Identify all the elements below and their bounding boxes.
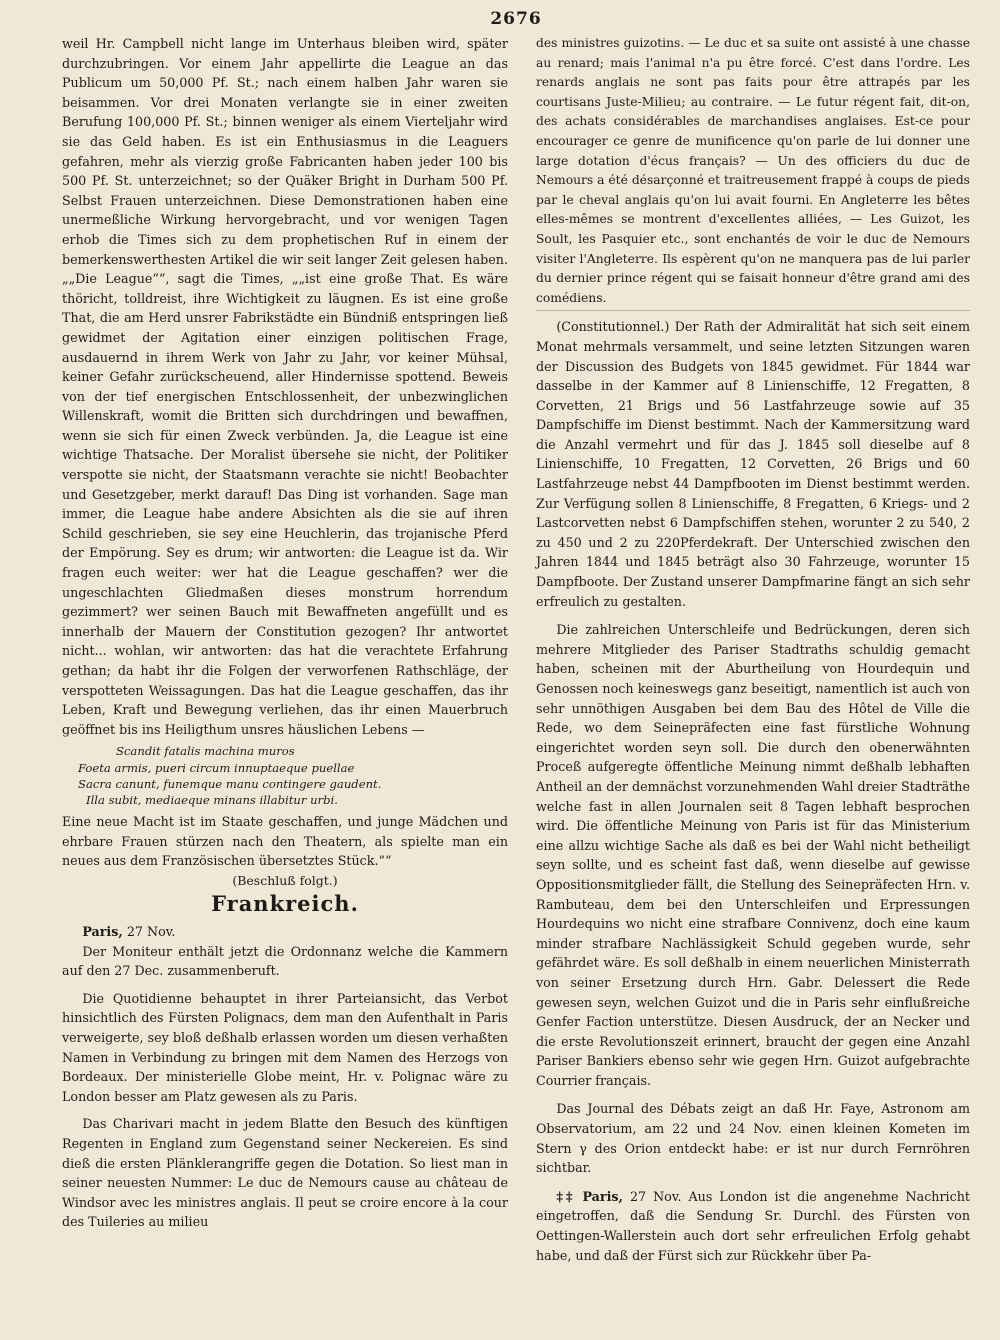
french-quote-paragraph: des ministres guizotins. — Le duc et sa suite ont assisté à une chasse au renard; mais l'animal n'a pu être forcé. C'est dans l'ordre. Les renards anglais ne sont pas faits pour être attrapés par les courtisans Juste-Milieu; au contraire. — Le futur régent fait, dit-on, des achats considérables de marchandises anglaises. Est-ce pour encourager ce genre de munificence qu'on parle de lui donner une large dotation d'écus français? — Un des officiers du duc de Nemours a été désarçonné et traitreusement frappé à coups de pieds par le cheval anglais qu'on lui avait fourni. En Angleterre les bêtes elles-mêmes se montrent d'excellentes alliées, — Les Guizot, les Soult, les Pasquier etc., sont enchantés de voir le duc de Nemours visiter l'Angleterre. Ils espèrent qu'on ne manquera pas de lui parler du dernier prince régent qui se faisait honneur d'être grand ami des comédiens. — [536, 36, 970, 305]
dateline-place: Paris, — [82, 923, 123, 939]
verse-line: Foeta armis, pueri circum innuptaeque puellae — [78, 760, 355, 775]
debats-paragraph: Das Journal des Débats zeigt an daß Hr. Faye, Astronom am Observatorium, am 22 und 24 Nov. einen kleinen Kometen im Stern γ des Orion entdeckt habe: er ist nur durch Fernröhren sichtbar. — [536, 1101, 970, 1176]
latin-verse — [62, 743, 508, 808]
constitutionnel-paragraph: (Constitutionnel.) Der Rath der Admiralität hat sich seit einem Monat mehrmals versammelt, und seine letzten Sitzungen waren der Discussion des Budgets von 1845 gewidmet. Für 1844 war dasselbe in der Kammer auf 8 Linienschiffe, 12 Fregatten, 8 Corvetten, 21 Brigs und 56 Lastfahrzeuge sowie auf 35 Dampfschiffe im Dienst bestimmt. Nach der Kammersitzung ward die Anzahl vermehrt und für das J. 1845 soll dieselbe auf 8 Linienschiffe, 10 Fregatten, 12 Corvetten, 26 Brigs und 60 Lastfahrzeuge nebst 44 Dampfbooten im Dienst bestimmt werden. Zur Verfügung sollen 8 Linienschiffe, 8 Fregatten, 6 Kriegs- und 2 Lastcorvetten nebst 6 Dampfschiffen stehen, worunter 2 zu 540, 2 zu 450 und 2 zu 220Pferdekraft. Der Unterschied zwischen den Jahren 1844 und 1845 beträgt also 30 Fahrzeuge, worunter 15 Dampfboote. Der Zustand unserer Dampfmarine fängt an sich sehr erfreulich zu gestalten. — [536, 319, 970, 609]
verse-line: Sacra canunt, funemque manu contingere gaudent. — [78, 776, 382, 791]
quotidienne-paragraph: Die Quotidienne behauptet in ihrer Parteiansicht, das Verbot hinsichtlich des Fürsten Polignacs, dem man den Aufenthalt in Paris verweigerte, sey bloß deßhalb erlassen worden um diesen verhaßten Namen in Verbindung zu bringen mit dem Namen des Herzogs von Bordeaux. Der ministerielle Globe meint, Hr. v. Polignac wäre zu London besser am Platz gewesen als zu Paris. — [62, 990, 508, 1104]
page-number: 2676 — [490, 9, 542, 29]
dateline-date: 27 Nov. — [122, 923, 176, 939]
paris-dateline-paragraph — [62, 922, 508, 942]
divider — [536, 310, 970, 311]
left-column — [62, 34, 508, 1265]
verse-line: Illa subit, mediaeque minans illabitur urbi. — [86, 792, 338, 807]
right-column — [536, 34, 970, 1265]
stadtrath-paragraph: Die zahlreichen Unterschleife und Bedrückungen, deren sich mehrere Mitglieder des Pariser Stadtraths schuldig gemacht haben, scheinen mit der Aburtheilung von Hourdequin und Genossen noch keineswegs ganz beseitigt, namentlich ist auch von sehr unnöthigen Ausgaben bei dem Bau des Hôtel de Ville die Rede, wo dem Seinepräfecten eine fast fürstliche Wohnung eingerichtet worden seyn soll. Die durch den obenerwähnten Proceß aufgeregte öffentliche Meinung nimmt deßhalb lebhaften Antheil an der demnächst vorzunehmenden Wahl dreier Stadträthe welche fast in allen Journalen seit 8 Tagen lebhaft besprochen wird. Die öffentliche Meinung von Paris ist für das Ministerium eine allzu wichtige Sache als daß es bei der Wahl nicht betheiligt seyn sollte, und es scheint fast daß, wenn dieselbe auf gewisse Oppositionsmitglieder fällt, die Stellung des Seinepräfecten Hrn. v. Rambuteau, dem bei den Unterschleifen und Erpressungen Hourdequins wo nicht eine strafbare Connivenz, doch eine kaum minder strafbare Nachlässigkeit Schuld gegeben wurde, sehr gefährdet wäre. Es soll deßhalb in einem neuerlichen Ministerrath von seiner Ersetzung durch Hrn. Gabr. Delessert die Rede gewesen seyn, welchen Guizot und die in Paris sehr einflußreiche Genfer Faction unterstütze. Diesen Ausdruck, der an Necker und die erste Revolutionszeit erinnert, braucht der gegen eine Anzahl Pariser Bankiers ebenso sehr wie gegen Hrn. Guizot aufgebrachte Courrier français. — [536, 622, 970, 1088]
dateline-place: Paris, — [582, 1188, 623, 1204]
charivari-paragraph: Das Charivari macht in jedem Blatte den Besuch des künftigen Regenten in England zum Gegenstand seiner Neckereien. Es sind dieß die ersten Plänklerangriffe gegen die Dotation. So liest man in seiner neuesten Nummer: Le duc de Nemours cause au château de Windsor avec les ministres anglais. Il peut se croire encore à la cour des Tuileries au milieu — [62, 1116, 508, 1230]
paris-oettingen-paragraph — [536, 1187, 970, 1265]
dagger-mark: ‡‡ — [556, 1188, 576, 1204]
continued-note: (Beschluß folgt.) — [232, 872, 338, 888]
oettingen-text: 27 Nov. Aus London ist die angenehme Nachricht eingetroffen, daß die Sendung Sr. Durchl. des Fürsten von Oettingen-Wallerstein auch dort sehr erfreulichen Erfolg gehabt habe, und daß der Fürst sich zur Rückkehr über Pa- — [536, 1188, 970, 1263]
league-article-text: weil Hr. Campbell nicht lange im Unterhaus bleiben wird, später durchzubringen. Vor einem Jahr appellirte die League an das Publicum um 50,000 Pf. St.; nach einem halben Jahr waren sie beisammen. Vor drei Monaten verlangte sie in einer zweiten Berufung 100,000 Pf. St.; binnen weniger als einem Vierteljahr wird sie das Geld haben. Es ist ein Enthusiasmus in die Leaguers gefahren, mehr als vierzig große Fabricanten haben jeder 100 bis 500 Pf. St. unterzeichnet; so der Quäker Bright in Durham 500 Pf. Selbst Frauen unterzeichnen. Diese Demonstrationen haben eine unermeßliche Wirkung hervorgebracht, und vor wenigen Tagen erhob die Times sich zu dem prophetischen Ruf in einem der bemerkenswerthesten Artikel die wir seit langer Zeit gelesen haben. „„Die League““, sagt die Times, „„ist eine große That. Es wäre thöricht, tolldreist, ihre Wichtigkeit zu läugnen. Es ist eine große That, die am Herd unsrer Fabrikstädte ein Bündniß entspringen ließ gewidmet der Agitation einer einzigen politischen Frage, ausdauernd in ihrem Werk von Jahr zu Jahr, vor keiner Mühsal, keiner Gefahr zurückscheuend, aller Hindernisse spottend. Beweis von der tief energischen Entschlossenheit, der unbezwinglichen Willenskraft, womit die Britten sich durchdringen und bewaffnen, wenn sie sich für einen Zweck verbünden. Ja, die League ist eine wichtige Thatsache. Der Moralist übersehe sie nicht, der Politiker verspotte sie nicht, der Staatsmann verachte sie nicht! Beobachter und Gesetzgeber, merkt darauf! Das Ding ist vorhanden. Sage man immer, die League habe andere Absichten als die sie auf ihren Schild geschrieben, sie sey eine Heuchlerin, das trojanische Pferd der Empörung. Sey es drum; wir antworten: die League ist da. Wir fragen euch weiter: wer hat die League geschaffen? wer die ungeschlachten Gliedmaßen dieses monstrum horrendum gezimmert? wer seinen Bauch mit Bewaffneten angefüllt und es innerhalb der Mauern der Constitution gezogen? Ihr antwortet nicht... wohlan, wir antworten: das hat die verachtete Erfahrung gethan; da habt ihr die Folgen der verworfenen Rathschläge, der verspotteten Weissagungen. Das hat die League geschaffen, das ihr Leben, Kraft und Bewegung verliehen, das ihr einen Mauerbruch geöffnet bis ins Heiligthum unsres häuslichen Lebens — — [62, 36, 508, 737]
moniteur-paragraph: Der Moniteur enthält jetzt die Ordonnanz welche die Kammern auf den 27 Dec. zusammenberuft. — [62, 943, 508, 979]
columns — [62, 34, 970, 1265]
league-article-conclusion: Eine neue Macht ist im Staate geschaffen, und junge Mädchen und ehrbare Frauen stürzen nach den Theatern, als spielte man ein neues aus dem Französischen übersetztes Stück.““ — [62, 814, 508, 869]
section-heading-frankreich: Frankreich. — [211, 890, 359, 916]
verse-line: Scandit fatalis machina muros — [116, 744, 295, 759]
